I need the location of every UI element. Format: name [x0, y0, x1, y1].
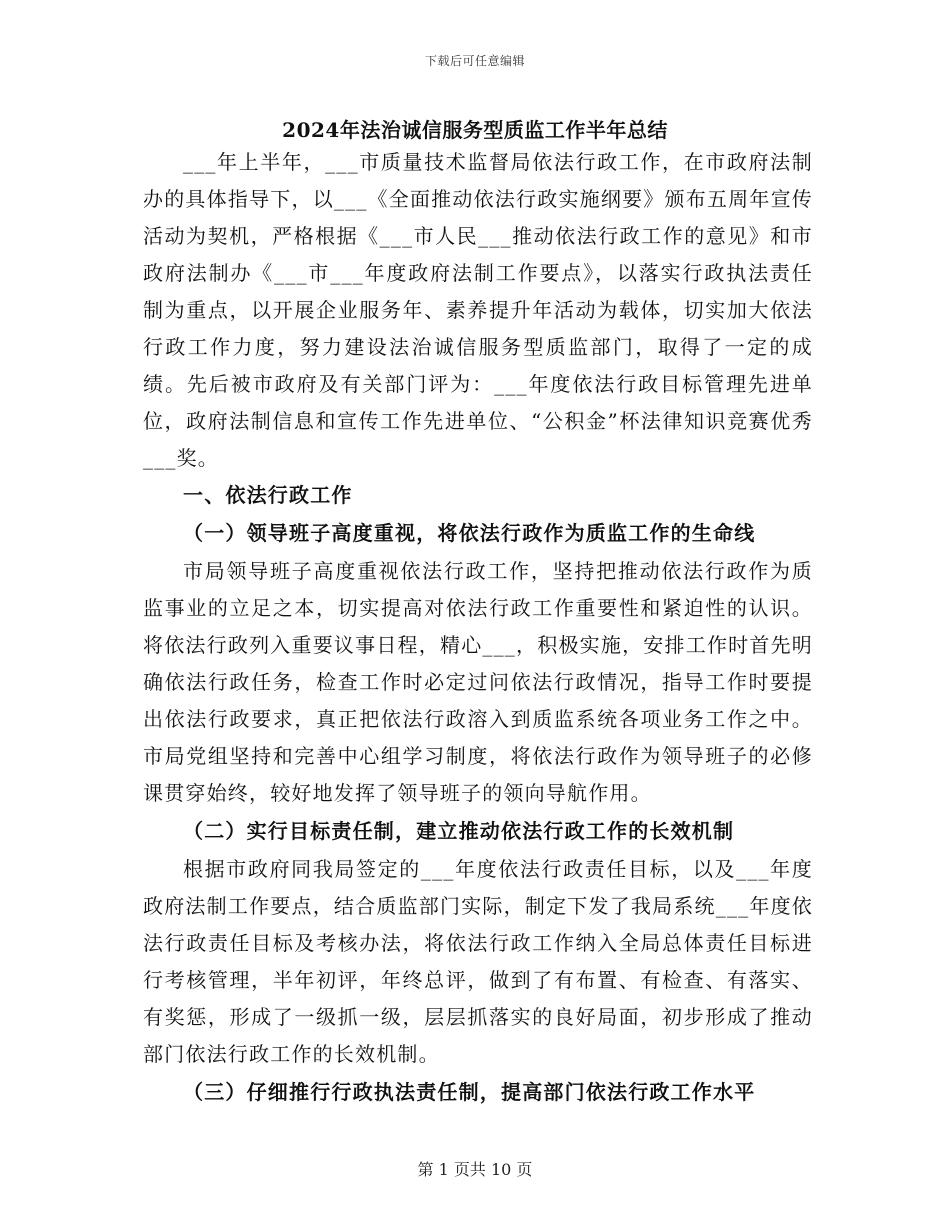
subsection-heading-1: （一）领导班子高度重视，将依法行政作为质监工作的生命线	[183, 521, 756, 545]
section-heading-1: 一、依法行政工作	[183, 483, 353, 507]
subsection-body-1: 市局领导班子高度重视依法行政工作，坚持把推动依法行政作为质监事业的立足之本，切实提高对依法行政工作重要性和紧迫性的认识。将依法行政列入重要议事日程，精心___，积极实施，安排工作时首先明确依法行政任务，检查工作时必定过问依法行政情况，指导工作时要提出依法行政要求，真正把依法行政溶入到质监系统各项业务工作之中。市局党组坚持和完善中心组学习制度，将依法行政作为领导班子的必修课贯穿始终，较好地发挥了领导班子的领向导航作用。	[143, 559, 813, 805]
subsection-heading-2: （二）实行目标责任制，建立推动依法行政工作的长效机制	[183, 819, 735, 843]
document-body	[143, 144, 813, 1112]
intro-paragraph: ___年上半年，___市质量技术监督局依法行政工作，在市政府法制办的具体指导下，以___《全面推动依法行政实施纲要》颁布五周年宣传活动为契机，严格根据《___市人民___推动依法行政工作的意见》和市政府法制办《___市___年度政府法制工作要点》，以落实行政执法责任制为重点，以开展企业服务年、素养提升年活动为载体，切实加大依法行政工作力度，努力建设法治诚信服务型质监部门，取得了一定的成绩。先后被市政府及有关部门评为：___年度依法行政目标管理先进单位，政府法制信息和宣传工作先进单位、“公积金”杯法律知识竞赛优秀___奖。	[143, 150, 813, 470]
document-title: 2024年法治诚信服务型质监工作半年总结	[282, 118, 668, 142]
subsection-heading-3: （三）仔细推行行政执法责任制，提高部门依法行政工作水平	[183, 1080, 756, 1104]
page-number-footer: 第 1 页共 10 页	[417, 1160, 533, 1179]
subsection-body-2: 根据市政府同我局签定的___年度依法行政责任目标，以及___年度政府法制工作要点，结合质监部门实际，制定下发了我局系统___年度依法行政责任目标及考核办法，将依法行政工作纳入全局总体责任目标进行考核管理，半年初评，年终总评，做到了有布置、有检查、有落实、有奖惩，形成了一级抓一级，层层抓落实的良好局面，初步形成了推动部门依法行政工作的长效机制。	[143, 857, 813, 1066]
header-note: 下载后可任意编辑	[424, 54, 525, 68]
